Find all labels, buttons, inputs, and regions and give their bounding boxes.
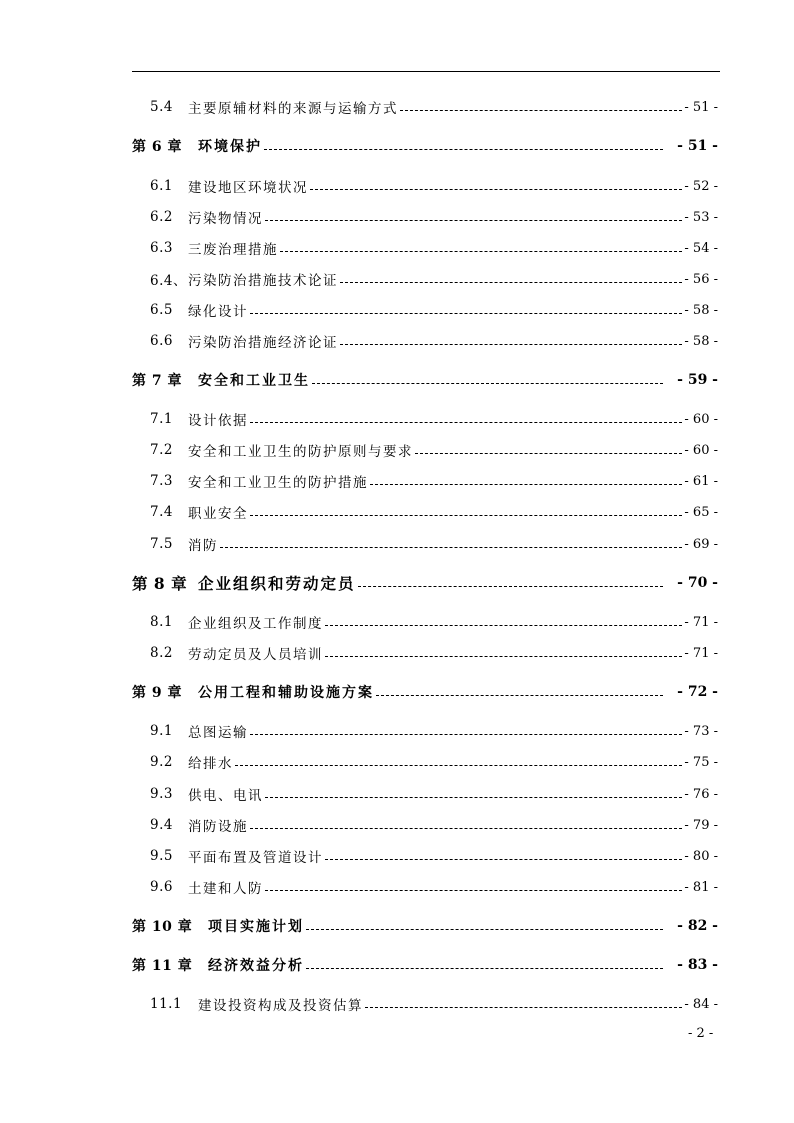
toc-chapter-page: - 59 - [677,372,718,388]
toc-entry-6-5[interactable] [150,300,718,320]
toc-entry-6-4[interactable] [150,269,718,289]
dot-leader [325,656,682,657]
dot-leader [250,828,682,829]
dot-leader [325,625,682,626]
toc-entry-6-3[interactable] [150,238,718,258]
toc-entry-title: 污染物情况 [188,211,263,227]
dot-leader [265,890,682,891]
toc-entry-page: - 56 - [684,271,718,287]
toc-entry-page: - 58 - [684,333,718,349]
toc-entry-page: - 81 - [684,879,718,895]
dot-leader [250,313,682,314]
toc-entry-page: - 75 - [684,754,718,770]
toc-chapter-page: - 51 - [677,138,718,154]
toc-chapter-title: 经济效益分析 [208,958,304,974]
toc-chapter-9[interactable] [132,682,718,702]
toc-entry-page: - 71 - [684,614,718,630]
toc-entry-number: 7.5 [150,536,173,552]
toc-entry-page: - 80 - [684,848,718,864]
toc-entry-title: 职业安全 [188,506,248,522]
toc-entry-page: - 60 - [684,411,718,427]
toc-entry-number: 6.1 [150,178,173,194]
toc-chapter-page: - 72 - [677,684,718,700]
toc-entry-page: - 61 - [684,473,718,489]
toc-entry-9-5[interactable] [150,846,718,866]
dot-leader [250,515,682,516]
toc-entry-page: - 79 - [684,817,718,833]
dot-leader [340,282,682,283]
toc-entry-5-4[interactable] [150,97,718,117]
toc-chapter-title: 公用工程和辅助设施方案 [198,685,374,701]
toc-entry-number: 7.3 [150,473,173,489]
toc-entry-page: - 73 - [684,723,718,739]
toc-entry-page: - 53 - [684,209,718,225]
toc-entry-title: 土建和人防 [188,881,263,897]
toc-entry-title: 消防设施 [188,819,248,835]
toc-entry-title: 设计依据 [188,413,248,429]
toc-chapter-title: 项目实施计划 [208,919,304,935]
toc-chapter-number: 第 7 章 [132,373,182,389]
dot-leader [265,797,682,798]
toc-entry-number: 7.4 [150,504,173,520]
toc-entry-number: 9.2 [150,754,173,770]
toc-entry-number: 5.4 [150,99,173,115]
toc-entry-page: - 71 - [684,645,718,661]
toc-entry-title: 建设地区环境状况 [188,180,308,196]
toc-entry-8-1[interactable] [150,612,718,632]
toc-entry-number: 9.1 [150,723,173,739]
toc-chapter-number: 第 9 章 [132,685,182,701]
toc-entry-title: 安全和工业卫生的防护措施 [188,475,368,491]
dot-leader [264,149,663,150]
toc-entry-page: - 60 - [684,442,718,458]
toc-entry-7-5[interactable] [150,534,718,554]
dot-leader [365,1007,682,1008]
toc-entry-page: - 54 - [684,240,718,256]
dot-leader [265,220,682,221]
toc-chapter-title: 环境保护 [198,139,262,155]
toc-entry-8-2[interactable] [150,643,718,663]
toc-chapter-title: 安全和工业卫生 [198,373,310,389]
toc-entry-title: 三废治理措施 [188,242,278,258]
toc-chapter-11[interactable] [132,955,718,975]
dot-leader [235,765,682,766]
toc-entry-title: 建设投资构成及投资估算 [198,998,363,1014]
toc-entry-7-4[interactable] [150,502,718,522]
toc-entry-number: 9.6 [150,879,173,895]
toc-chapter-page: - 82 - [677,918,718,934]
dot-leader [312,383,663,384]
dot-leader [310,189,682,190]
toc-entry-page: - 51 - [684,99,718,115]
footer-page-number: - 2 - [688,1026,714,1041]
toc-chapter-number: 第 10 章 [132,919,193,935]
toc-entry-9-1[interactable] [150,721,718,741]
toc-entry-7-2[interactable] [150,440,718,460]
toc-entry-title: 给排水 [188,756,233,772]
dot-leader [250,422,682,423]
dot-leader [340,344,682,345]
toc-chapter-page: - 83 - [677,957,718,973]
dot-leader [358,586,664,587]
toc-entry-number: 6.4、 [150,273,187,289]
toc-entry-title: 污染防治措施经济论证 [188,335,338,351]
toc-entry-title: 绿化设计 [188,304,248,320]
toc-entry-title: 平面布置及管道设计 [188,850,323,866]
toc-entry-number: 9.3 [150,786,173,802]
toc-entry-page: - 58 - [684,302,718,318]
toc-entry-page: - 76 - [684,786,718,802]
toc-entry-title: 主要原辅材料的来源与运输方式 [188,101,398,117]
toc-chapter-number: 第 11 章 [132,958,193,974]
header-rule [132,71,720,72]
toc-entry-title: 污染防治措施技术论证 [188,273,338,289]
toc-entry-11-1[interactable] [150,994,718,1014]
toc-entry-number: 8.1 [150,614,173,630]
toc-entry-title: 企业组织及工作制度 [188,616,323,632]
toc-entry-number: 6.2 [150,209,173,225]
toc-chapter-page: - 70 - [677,575,718,591]
dot-leader [415,453,682,454]
toc-chapter-8[interactable] [132,573,718,593]
toc-entry-number: 11.1 [150,996,183,1012]
toc-chapter-10[interactable] [132,916,718,936]
toc-entry-7-1[interactable] [150,409,718,429]
toc-chapter-6[interactable] [132,136,718,156]
toc-chapter-number: 第 6 章 [132,139,182,155]
toc-entry-number: 6.6 [150,333,173,349]
toc-entry-number: 8.2 [150,645,173,661]
toc-entry-title: 消防 [188,538,218,554]
toc-entry-number: 7.2 [150,442,173,458]
toc-entry-page: - 84 - [684,996,718,1012]
dot-leader [376,695,663,696]
toc-entry-9-3[interactable] [150,784,718,804]
dot-leader [250,734,682,735]
toc-entry-9-6[interactable] [150,877,718,897]
dot-leader [280,251,682,252]
toc-entry-7-3[interactable] [150,471,718,491]
toc-entry-title: 劳动定员及人员培训 [188,647,323,663]
dot-leader [306,968,663,969]
toc-entry-9-4[interactable] [150,815,718,835]
dot-leader [370,484,682,485]
dot-leader [400,110,682,111]
toc-entry-9-2[interactable] [150,752,718,772]
toc-chapter-number: 第 8 章 [132,574,188,593]
toc-entry-page: - 69 - [684,536,718,552]
toc-entry-6-2[interactable] [150,207,718,227]
toc-entry-number: 6.3 [150,240,173,256]
toc-chapter-7[interactable] [132,370,718,390]
dot-leader [306,929,663,930]
toc-entry-number: 9.5 [150,848,173,864]
dot-leader [220,547,682,548]
toc-entry-number: 7.1 [150,411,173,427]
toc-entry-page: - 65 - [684,504,718,520]
toc-entry-title: 总图运输 [188,725,248,741]
toc-entry-6-1[interactable] [150,176,718,196]
toc-entry-number: 9.4 [150,817,173,833]
toc-entry-title: 安全和工业卫生的防护原则与要求 [188,444,413,460]
toc-chapter-title: 企业组织和劳动定员 [198,574,356,593]
toc-entry-title: 供电、电讯 [188,788,263,804]
toc-entry-6-6[interactable] [150,331,718,351]
toc-entry-number: 6.5 [150,302,173,318]
toc-entry-page: - 52 - [684,178,718,194]
dot-leader [325,859,682,860]
